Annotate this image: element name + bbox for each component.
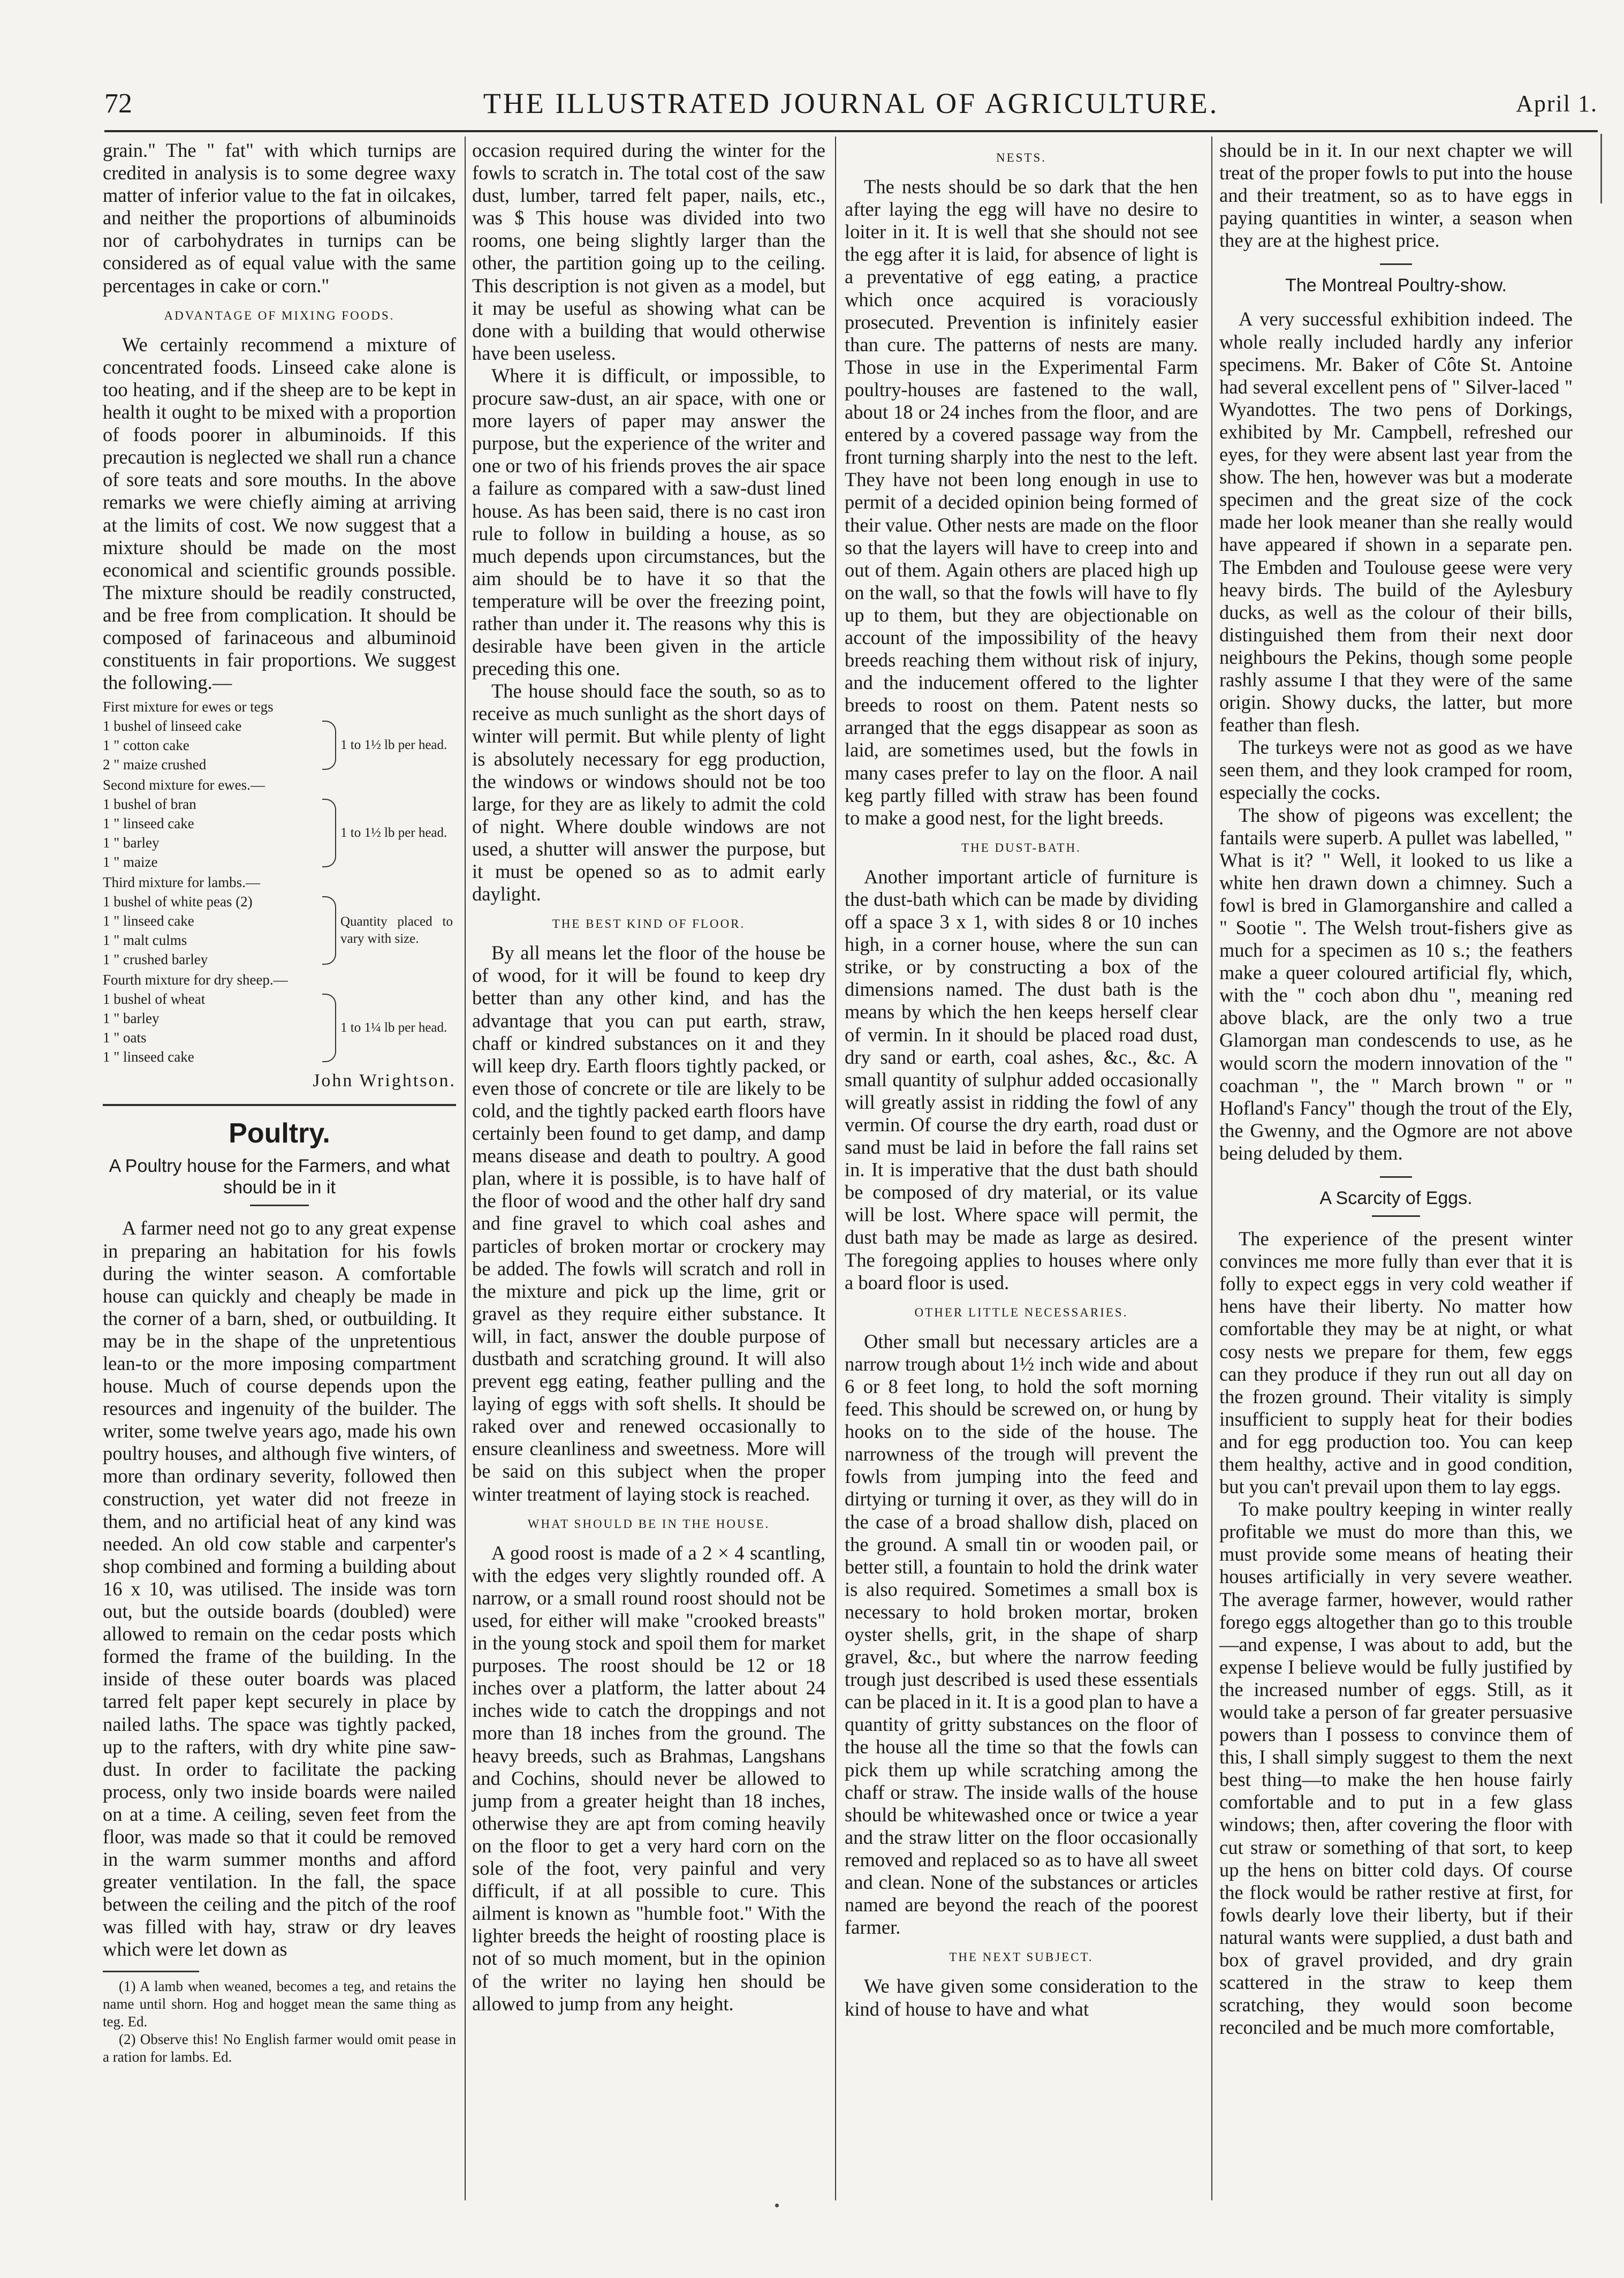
subheading: THE NEXT SUBJECT. xyxy=(949,1950,1094,1964)
mixture-item: 1 " linseed cake xyxy=(103,913,194,929)
subheading: WHAT SHOULD BE IN THE HOUSE. xyxy=(527,1517,770,1531)
mixture-note: 1 to 1¼ lb per head. xyxy=(340,1020,447,1035)
section-rule xyxy=(1380,263,1412,265)
mixture-group xyxy=(103,716,456,774)
mixture-item: 1 " barley xyxy=(103,835,160,851)
mixture-item: 1 bushel of linseed cake xyxy=(103,718,242,735)
paragraph: We certainly recommend a mixture of concentrated foods. Linseed cake alone is too heating, and if the sheep are to be kept in health it ought to be mixed with a proportion of foods poorer in albuminoids. If this precaution is neglected we shall run a chance of sore teats and sore mouths. In the above remarks we were chiefly aiming at arriving at the limits of cost. We now suggest that a mixture should be made on the most economical and scientific grounds possible. The mixture should be readily constructed, and be free from complication. It should be composed of farinaceous and albuminoid constituents in fair proportions. We suggest the following.— xyxy=(103,333,456,694)
footnote: (1) A lamb when weaned, becomes a teg, and retains the name until shorn. Hog and hogget mean the same thing as teg. Ed. xyxy=(103,1978,456,2030)
mixture-item: 1 " malt culms xyxy=(103,932,187,949)
paragraph: The experience of the present winter convinces me more fully than ever that it is folly to expect eggs in very cold weather if hens have their liberty. No matter how comfortable they may be at night, or what cosy nests we prepare for them, few eggs can they produce if they run out all day on the frozen ground. Their vitality is simply insufficient to supply heat for their bodies and for egg production too. You can keep them healthy, active and in good condition, but you can't prevail upon them to lay eggs. xyxy=(1219,1228,1573,1498)
subheading: ADVANTAGE OF MIXING FOODS. xyxy=(164,308,395,322)
footnote-rule xyxy=(103,1971,199,1972)
paragraph: occasion required during the winter for the fowls to scratch in. The total cost of the saw dust, lumber, tarred felt paper, nails, etc., was $ This house was divided into two rooms, one being slightly larger than the other, the partition going up to the ceiling. This description is not given as a model, but it may be useful as showing what can be done with a building that would otherwise have been useless. xyxy=(472,139,825,364)
article-title: A Poultry house for the Farmers, and what should be in it xyxy=(109,1156,450,1198)
brace xyxy=(322,994,336,1062)
paragraph: The nests should be so dark that the hen after laying the egg will have no desire to loiter in it. It is well that she should not see the egg after it is laid, for absence of light is a preventative of egg eating, a practice which once acquired is voraciously prosecuted. Prevention is infinitely easier than cure. The patterns of nests are many. Those in use in the Experimental Farm poultry-houses are fastened to the wall, about 18 or 24 inches from the floor, and are entered by a covered passage way from the front turning sharply into the nest to the left. They have not been long enough in use to permit of a decided opinion being formed of their value. Other nests are made on the floor so that the layers will have to creep into and out of them. Again others are placed high up on the wall, so that the fowls will have to fly up to them, but they are objectionable on account of the impossibility of the heavy breeds reaching them without risk of injury, and the inducement offered to the lighter breeds to roost on them. Patent nests so arranged that the eggs disappear as soon as laid, are sometimes used, but the fowls in many cases prefer to lay on the floor. A nail keg partly filled with straw has been found to make a good nest, for the light breeds. xyxy=(845,176,1198,829)
paragraph: By all means let the floor of the house be of wood, for it will be found to keep dry better than any other kind, and has the advantage that you can put earth, straw, chaff or kindred substances on it and they will keep dry. Earth floors tightly packed, or even those of concrete or tile are likely to be cold, and the tightly packed earth floors have certainly been found to get damp, and damp means disease and death to poultry. A good plan, where it is possible, is to have half of the floor of wood and the other half dry sand and fine gravel to which coal ashes and particles of broken mortar or crockery may be added. The fowls will scratch and roll in the mixture and pick up the lime, grit or gravel as they require either substance. It will, in fact, answer the double purpose of dustbath and scratching ground. It will also prevent egg eating, feather pulling and the laying of eggs with soft shells. It should be raked over and renewed occasionally to ensure cleanliness and sweetness. More will be said on this subject when the proper winter treatment of laying stock is reached. xyxy=(472,942,825,1505)
page-number: 72 xyxy=(104,88,132,119)
footnote: (2) Observe this! No English farmer would omit pease in a ration for lambs. Ed. xyxy=(103,2031,456,2065)
mixture-note: 1 to 1½ lb per head. xyxy=(340,826,447,841)
feed-mixtures xyxy=(103,697,456,1066)
mixture-note: 1 to 1½ lb per head. xyxy=(340,738,447,753)
column-divider xyxy=(465,137,466,2200)
mixture-item: 1 " linseed cake xyxy=(103,1049,194,1065)
page-edge-mark xyxy=(1600,134,1602,203)
paragraph: Other small but necessary articles are a narrow trough about 1½ inch wide and about 6 or 8 feet long, to hold the soft morning feed. This should be screwed on, or hung by hooks on to the side of the house. The narrowness of the trough will prevent the fowls from jumping into the feed and dirtying or turning it over, as they will do in the case of a broad shallow dish, placed on the ground. A small tin or wooden pail, or better still, a fountain to hold the drink water is also required. Sometimes a small box is necessary to hold broken mortar, broken oyster shells, grit, in the shape of sharp gravel, &c., but where the narrow feeding trough just described is used these essentials can be placed in it. It is a good plan to have a quantity of gritty substances on the floor of the house all the time so that the fowls can pick them up while scratching among the chaff or straw. The inside walls of the house should be whitewashed once or twice a year and the straw litter on the floor occasionally removed and replaced so as to have all sweet and clean. None of the substances or articles named are beyond the reach of the poorest farmer. xyxy=(845,1330,1198,1939)
subheading: OTHER LITTLE NECESSARIES. xyxy=(914,1305,1128,1319)
paragraph: We have given some consideration to the kind of house to have and what xyxy=(845,1975,1198,2020)
paragraph: grain." The " fat" with which turnips are credited in analysis is to some degree waxy matter of inferior value to the fat in oilcakes, and neither the proportions of albuminoids nor of carbohydrates in turnips can be considered as of equal value with the same percentages in cake or corn." xyxy=(103,139,456,297)
paragraph: The show of pigeons was excellent; the fantails were superb. A pullet was labelled, " What is it? " Well, it looked to us like a white hen drawn down a chimney. Such a fowl is bred in Glamorganshire and called a " Sootie ". The Welsh trout-fishers give as much for a specimen as 10 s.; the feathers make a queer coloured artificial fly, which, with the " coch abon dhu ", meaning red above black, are the only two a true Glamorgan man condescends to use, as he would scorn the modern innovation of the " coachman ", the " March brown " or " Hofland's Fancy" though the trout of the Ely, the Gwenny, and the Ogmore are not above being deluded by them. xyxy=(1219,804,1573,1164)
paragraph: A farmer need not go to any great expense in preparing an habitation for his fowls during the winter season. A comfortable house can quickly and cheaply be made in the corner of a barn, shed, or outbuilding. It may be in the shape of the unpretentious lean-to or the more imposing compartment house. Much of course depends upon the resources and ingenuity of the builder. The writer, some twelve years ago, made his own poultry houses, and although five winters, of more than ordinary severity, followed then construction, yet water did not freeze in them, and no artificial heat of any kind was needed. An old cow stable and carpenter's shop combined and forming a building about 16 x 10, was utilised. The inside was torn out, but the outside boards (doubled) were allowed to remain on the cedar posts which formed the frame of the building. In the inside of these outer boards was placed tarred felt paper kept securely in place by nailed laths. The space was tightly packed, up to the rafters, with dry white pine saw-dust. In order to facilitate the packing process, only two inside boards were nailed on at a time. A ceiling, seven feet from the floor, was made so that it could be removed in the warm summer months and afford greater ventilation. In the fall, the space between the ceiling and the pitch of the roof was filled with hay, straw or dry leaves which were let down as xyxy=(103,1217,456,1961)
mixture-item: 1 bushel of white peas (2) xyxy=(103,894,253,910)
footnotes xyxy=(103,1978,456,2066)
paragraph: The turkeys were not as good as we have seen them, and they look cramped for room, especially the cocks. xyxy=(1219,736,1573,804)
title-rule xyxy=(250,1205,309,1206)
mixture-item: 2 " maize crushed xyxy=(103,756,207,773)
mixture-item: 1 bushel of bran xyxy=(103,796,196,813)
column-1 xyxy=(103,139,456,2066)
page-header xyxy=(104,85,1598,127)
mixture-item: 1 bushel of wheat xyxy=(103,991,206,1008)
column-4 xyxy=(1219,139,1573,2039)
brace xyxy=(322,799,336,867)
paragraph: Another important article of furniture is the dust-bath which can be made by dividing off a space 3 x 1, with sides 8 or 10 inches high, in a corner house, where the sun can strike, or by constructing a box of the dimensions named. The dust bath is the means by which the hen keeps herself clear of vermin. In it should be placed road dust, dry sand or earth, coal ashes, &c., &c. A small quantity of sulphur added occasionally will greatly assist in ridding the fowl of any vermin. Of course the dry earth, road dust or sand must be laid in before the fall rains set in. It is imperative that the dust bath should be composed of dry material, or its value will be lost. Where space will permit, the dust bath may be made as large as desired. The foregoing applies to houses where only a board floor is used. xyxy=(845,865,1198,1293)
section-title: Poultry. xyxy=(229,1118,330,1149)
brace xyxy=(322,721,336,770)
column-3 xyxy=(845,139,1198,2020)
subheading: NESTS. xyxy=(996,151,1047,164)
print-speck xyxy=(775,2204,779,2207)
paragraph: A very successful exhibition indeed. The whole really included hardly any inferior specimens. Mr. Baker of Côte St. Antoine had several excellent pens of " Silver-laced " Wyandottes. The two pens of Dorkings, exhibited by Mr. Campbell, refreshed our eyes, for they were absent last year from the show. The hen, however was but a moderate specimen and the great size of the cock made her look meaner than she really would have appeared if shown in a separate pen. The Embden and Toulouse geese were very heavy birds. The build of the Aylesbury ducks, as well as the colour of their bills, distinguished them from their next door neighbours the Pekins, though some people rashly assume I that they were of the same origin. Showy ducks, the latter, but more feather than flesh. xyxy=(1219,308,1573,736)
section-rule xyxy=(103,1104,456,1106)
mixture-item: 1 " barley xyxy=(103,1010,160,1027)
subheading: THE DUST-BATH. xyxy=(961,841,1081,854)
header-rule xyxy=(104,130,1598,132)
article-title: A Scarcity of Eggs. xyxy=(1319,1188,1473,1209)
paragraph: A good roost is made of a 2 × 4 scantling, with the edges very slightly rounded off. A narrow, or a small round roost should not be used, for either will make "crooked breasts" in the young stock and spoil them for market purposes. The roost should be 12 or 18 inches over a platform, the latter about 24 inches wide to catch the droppings and not more than 18 inches from the ground. The heavy breeds, such as Brahmas, Langshans and Cochins, should never be allowed to jump from a greater height than 18 inches, otherwise they are apt from coming heavily on the floor to get a very hard corn on the sole of the foot, very painful and very difficult, if at all possible to cure. This ailment is known as "humble foot." With the lighter breeds the height of roosting place is not of so much moment, but in the opinion of the writer no laying hen should be allowed to jump from any height. xyxy=(472,1541,825,2015)
issue-date: April 1. xyxy=(1516,90,1598,117)
mixture-item: 1 " oats xyxy=(103,1030,147,1046)
subheading: THE BEST KIND OF FLOOR. xyxy=(552,917,746,931)
mixture-item: 1 " linseed cake xyxy=(103,815,194,832)
column-divider xyxy=(1211,137,1212,2200)
journal-title: THE ILLUSTRATED JOURNAL OF AGRICULTURE. xyxy=(483,87,1219,119)
mixture-title: Third mixture for lambs.— xyxy=(103,874,260,891)
mixture-group xyxy=(103,794,456,872)
mixture-item: 1 " maize xyxy=(103,854,158,871)
article-title: The Montreal Poultry-show. xyxy=(1285,275,1507,296)
author-signature: John Wrightson. xyxy=(313,1071,456,1091)
paragraph: Where it is difficult, or impossible, to procure saw-dust, an air space, with one or more layers of paper may answer the purpose, but the experience of the writer and one or two of his friends proves the air space a failure as compared with a saw-dust lined house. As has been said, there is no cast iron rule to follow in building a house, as so much depends upon circumstances, but the aim should be to have it so that the temperature will be over the freezing point, rather than under it. The reasons why this is desirable have been given in the article preceding this one. xyxy=(472,364,825,680)
paragraph: should be in it. In our next chapter we will treat of the proper fowls to put into the house and their treatment, so as to have eggs in paying quantities in winter, a season when they are at the highest price. xyxy=(1219,139,1573,252)
paragraph: The house should face the south, so as to receive as much sunlight as the short days of winter will permit. But while plenty of light is absolutely necessary for egg production, the windows or windows should not be too large, for they are as likely to admit the cold of night. Where double windows are not used, a shutter will answer the purpose, but it must be opened so as to admit early daylight. xyxy=(472,680,825,905)
paragraph: To make poultry keeping in winter really profitable we must do more than this, we must provide some means of heating their houses artificially in very severe weather. The average farmer, however, would rather forego eggs altogether than go to this trouble—and expense, I was about to add, but the expense I believe would be fully justified by the increased number of eggs. Still, as it would take a person of far greater persuasive powers than I possess to convince them of this, I shall simply suggest to them the next best thing—to make the hen house fairly comfortable and to put in a few glass windows; then, after covering the floor with cut straw or something of that sort, to keep up the hens on bitter cold days. Of course the flock would be rather restive at first, for fowls dearly love their liberty, but if their natural wants were supplied, a dust bath and box of gravel provided, and dry grain scattered in the straw to keep them scratching, they would soon become reconciled and be much more comfortable, xyxy=(1219,1498,1573,2039)
mixture-title: First mixture for ewes or tegs xyxy=(103,699,274,715)
title-rule xyxy=(1372,1215,1420,1217)
mixture-title: Fourth mixture for dry sheep.— xyxy=(103,972,288,988)
mixture-note: Quantity placed to vary with size. xyxy=(340,914,453,947)
mixture-title: Second mixture for ewes.— xyxy=(103,777,265,793)
mixture-item: 1 " cotton cake xyxy=(103,737,189,754)
mixture-group xyxy=(103,892,456,969)
column-2 xyxy=(472,139,825,2015)
column-divider xyxy=(835,137,836,2200)
mixture-item: 1 " crushed barley xyxy=(103,951,208,968)
brace xyxy=(322,896,336,965)
section-rule xyxy=(1380,1176,1412,1178)
mixture-group xyxy=(103,989,456,1066)
